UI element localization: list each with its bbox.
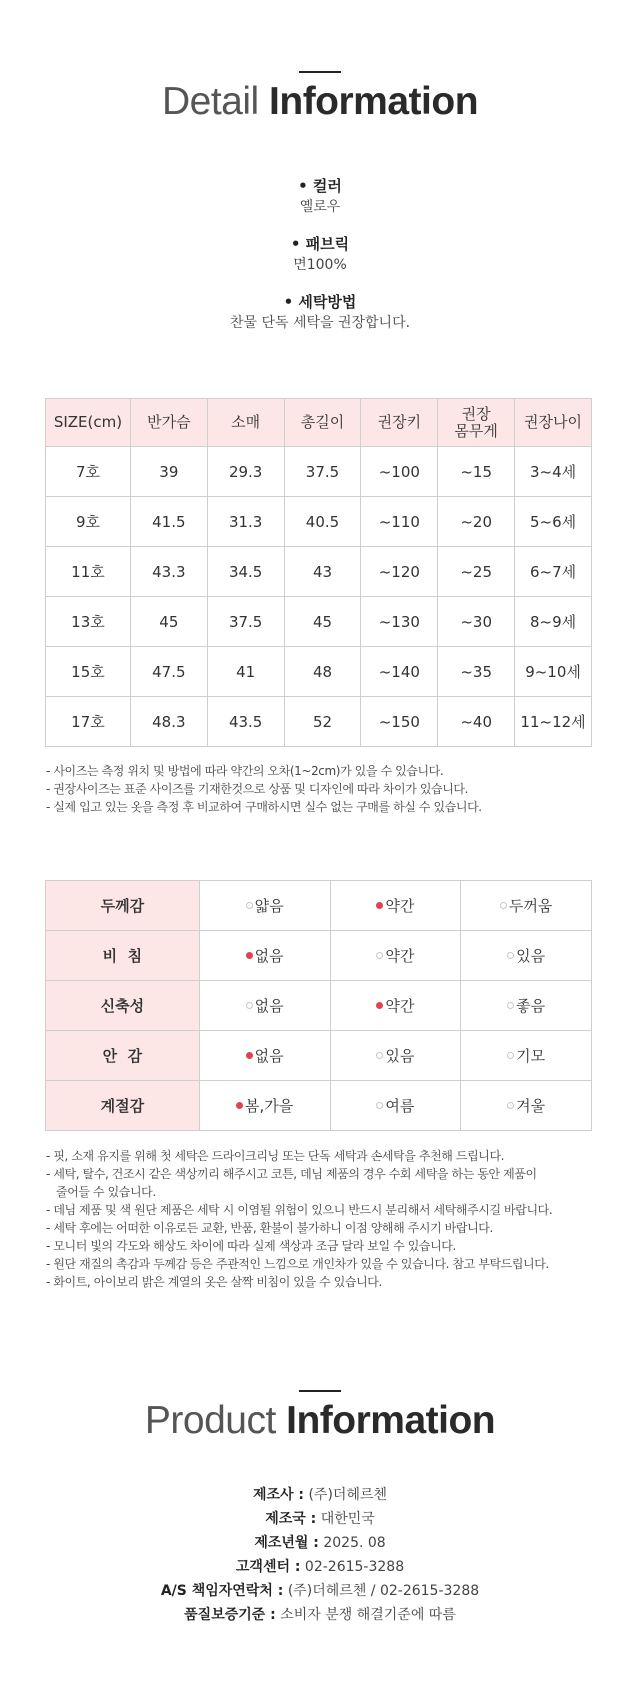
fabric-feel-option bbox=[461, 981, 592, 1031]
fabric-feel-row bbox=[46, 881, 592, 931]
size-note: - 권장사이즈는 표준 사이즈를 기재한것으로 상품 및 디자인에 따라 차이가 있습니다. bbox=[46, 782, 469, 796]
product-info-item bbox=[0, 1531, 640, 1555]
fabric-feel-row bbox=[46, 931, 592, 981]
fabric-feel-option bbox=[461, 1031, 592, 1081]
product-heading-light: Product bbox=[144, 1399, 276, 1442]
size-table-cell: 41.5 bbox=[130, 497, 207, 547]
fabric-feel-label: 두께감 bbox=[46, 881, 200, 931]
size-header-cell: 소매 bbox=[207, 399, 284, 447]
size-note: - 실제 입고 있는 옷을 측정 후 비교하여 구매하시면 실수 없는 구매를 하실 수 있습니다. bbox=[46, 800, 482, 814]
heading-bar bbox=[299, 1390, 341, 1392]
size-table-cell: 17호 bbox=[46, 697, 131, 747]
product-info-item bbox=[0, 1483, 640, 1507]
size-header-cell: 권장나이 bbox=[515, 399, 592, 447]
care-note: - 핏, 소재 유지를 위해 첫 세탁은 드라이크리닝 또는 단독 세탁과 손세탁을 추천해 드립니다. bbox=[46, 1149, 505, 1163]
unselected-dot-icon bbox=[246, 902, 253, 909]
detail-heading-light: Detail bbox=[161, 80, 259, 123]
spec-list bbox=[0, 176, 640, 350]
fabric-feel-row bbox=[46, 981, 592, 1031]
fabric-feel-option bbox=[330, 931, 461, 981]
size-table-row bbox=[46, 447, 592, 497]
selected-dot-icon bbox=[236, 1102, 243, 1109]
fabric-feel-option-label: 겨울 bbox=[516, 1097, 546, 1115]
product-info-value: 2025. 08 bbox=[323, 1535, 386, 1551]
product-info-label: 품질보증기준 : bbox=[184, 1607, 276, 1623]
size-table-row bbox=[46, 647, 592, 697]
fabric-feel-option bbox=[330, 1081, 461, 1131]
product-info-label: 제조년월 : bbox=[254, 1535, 319, 1551]
fabric-feel-option-label: 있음 bbox=[385, 1047, 415, 1065]
fabric-feel-option-label: 약간 bbox=[385, 897, 415, 915]
size-table-cell: 6~7세 bbox=[515, 547, 592, 597]
size-table-cell: 45 bbox=[130, 597, 207, 647]
care-notes bbox=[46, 1147, 596, 1291]
care-note: - 세탁, 탈수, 건조시 같은 색상끼리 해주시고 코튼, 데님 제품의 경우 수회 세탁을 하는 동안 제품이 bbox=[46, 1167, 537, 1181]
size-table-cell: 11호 bbox=[46, 547, 131, 597]
size-table-cell: 45 bbox=[284, 597, 361, 647]
size-table-cell: 43.3 bbox=[130, 547, 207, 597]
fabric-feel-label: 안 감 bbox=[46, 1031, 200, 1081]
product-info-label: 고객센터 : bbox=[235, 1559, 301, 1575]
fabric-feel-table bbox=[45, 880, 592, 1131]
fabric-feel-row bbox=[46, 1081, 592, 1131]
product-info-item bbox=[0, 1603, 640, 1627]
size-table-cell: ~20 bbox=[438, 497, 515, 547]
fabric-feel-option-label: 좋음 bbox=[516, 997, 546, 1015]
detail-heading bbox=[0, 80, 640, 124]
size-table-cell: 43.5 bbox=[207, 697, 284, 747]
fabric-feel-label: 계절감 bbox=[46, 1081, 200, 1131]
care-note: - 원단 재질의 촉감과 두께감 등은 주관적인 느낌으로 개인차가 있을 수 있습니다. 참고 부탁드립니다. bbox=[46, 1257, 549, 1271]
care-note: - 세탁 후에는 어떠한 이유로든 교환, 반품, 환불이 불가하니 이점 양해해 주시기 바랍니다. bbox=[46, 1221, 493, 1235]
size-table-cell: 40.5 bbox=[284, 497, 361, 547]
fabric-feel-option bbox=[330, 1031, 461, 1081]
size-table-cell: 11~12세 bbox=[515, 697, 592, 747]
product-info-list bbox=[0, 1483, 640, 1627]
spec-title: • 세탁방법 bbox=[283, 293, 357, 311]
product-info-item bbox=[0, 1555, 640, 1579]
size-header-cell: 권장 몸무게 bbox=[438, 399, 515, 447]
size-table-cell: 9호 bbox=[46, 497, 131, 547]
selected-dot-icon bbox=[376, 902, 383, 909]
fabric-feel-option-label: 여름 bbox=[385, 1097, 415, 1115]
fabric-feel-option bbox=[461, 881, 592, 931]
size-table-cell: 37.5 bbox=[207, 597, 284, 647]
size-table-cell: ~100 bbox=[361, 447, 438, 497]
fabric-feel-label: 비 침 bbox=[46, 931, 200, 981]
size-table-cell: 15호 bbox=[46, 647, 131, 697]
product-info-value: (주)더헤르첸 / 02-2615-3288 bbox=[287, 1583, 480, 1599]
size-table-cell: 34.5 bbox=[207, 547, 284, 597]
fabric-feel-option bbox=[461, 1081, 592, 1131]
size-table-cell: 9~10세 bbox=[515, 647, 592, 697]
spec-item-fabric bbox=[0, 234, 640, 292]
care-note: - 데님 제품 및 색 원단 제품은 세탁 시 이염될 위험이 있으니 반드시 분리해서 세탁해주시길 바랍니다. bbox=[46, 1203, 553, 1217]
size-notes bbox=[46, 762, 596, 816]
fabric-feel-row bbox=[46, 1031, 592, 1081]
size-table-cell: 13호 bbox=[46, 597, 131, 647]
size-table-cell: 39 bbox=[130, 447, 207, 497]
size-table-cell: ~110 bbox=[361, 497, 438, 547]
size-table-cell: ~30 bbox=[438, 597, 515, 647]
fabric-feel-option-label: 봄,가을 bbox=[245, 1097, 294, 1115]
size-table-cell: 3~4세 bbox=[515, 447, 592, 497]
fabric-feel-option bbox=[199, 981, 330, 1031]
size-table-row bbox=[46, 497, 592, 547]
size-table-cell: 52 bbox=[284, 697, 361, 747]
fabric-feel-option-label: 약간 bbox=[385, 947, 415, 965]
product-heading-bold: Information bbox=[286, 1399, 496, 1442]
size-table-row bbox=[46, 697, 592, 747]
size-table-row bbox=[46, 597, 592, 647]
care-note: - 모니터 빛의 각도와 해상도 차이에 따라 실제 색상과 조금 달라 보일 수 있습니다. bbox=[46, 1239, 456, 1253]
heading-bar bbox=[299, 71, 341, 73]
size-table-cell: ~35 bbox=[438, 647, 515, 697]
product-info-value: (주)더헤르첸 bbox=[308, 1487, 388, 1503]
fabric-feel-option-label: 기모 bbox=[516, 1047, 546, 1065]
size-table-cell: 8~9세 bbox=[515, 597, 592, 647]
spec-item-color bbox=[0, 176, 640, 234]
spec-value: 옐로우 bbox=[299, 199, 341, 215]
unselected-dot-icon bbox=[507, 1102, 514, 1109]
fabric-feel-option-label: 없음 bbox=[254, 947, 284, 965]
product-info-item bbox=[0, 1507, 640, 1531]
fabric-feel-option-label: 없음 bbox=[254, 1047, 284, 1065]
fabric-feel-label: 신축성 bbox=[46, 981, 200, 1031]
size-table-cell: 31.3 bbox=[207, 497, 284, 547]
fabric-feel-option-label: 있음 bbox=[516, 947, 546, 965]
fabric-feel-option bbox=[199, 1081, 330, 1131]
product-info-value: 소비자 분쟁 해결기준에 따름 bbox=[280, 1607, 456, 1623]
selected-dot-icon bbox=[246, 952, 253, 959]
care-note: 줄어들 수 있습니다. bbox=[56, 1185, 156, 1199]
size-table-cell: ~140 bbox=[361, 647, 438, 697]
care-note: - 화이트, 아이보리 밝은 계열의 옷은 살짝 비침이 있을 수 있습니다. bbox=[46, 1275, 382, 1289]
unselected-dot-icon bbox=[376, 952, 383, 959]
size-header-cell: 반가슴 bbox=[130, 399, 207, 447]
size-table-cell: 29.3 bbox=[207, 447, 284, 497]
size-header-cell: 총길이 bbox=[284, 399, 361, 447]
size-table-row bbox=[46, 547, 592, 597]
size-header-cell: SIZE(cm) bbox=[46, 399, 131, 447]
fabric-feel-option-label: 약간 bbox=[385, 997, 415, 1015]
size-table-cell: 48.3 bbox=[130, 697, 207, 747]
unselected-dot-icon bbox=[507, 952, 514, 959]
size-table-cell: 37.5 bbox=[284, 447, 361, 497]
spec-value: 찬물 단독 세탁을 권장합니다. bbox=[229, 315, 411, 331]
product-heading bbox=[0, 1399, 640, 1443]
fabric-feel-option bbox=[330, 981, 461, 1031]
unselected-dot-icon bbox=[376, 1102, 383, 1109]
fabric-feel-option-label: 두꺼움 bbox=[508, 897, 553, 915]
unselected-dot-icon bbox=[507, 1052, 514, 1059]
size-table-cell: 41 bbox=[207, 647, 284, 697]
size-table-cell: 43 bbox=[284, 547, 361, 597]
size-table-cell: 47.5 bbox=[130, 647, 207, 697]
selected-dot-icon bbox=[246, 1052, 253, 1059]
size-table-cell: ~15 bbox=[438, 447, 515, 497]
product-info-value: 02-2615-3288 bbox=[304, 1559, 405, 1575]
product-info-label: A/S 책임자연락처 : bbox=[160, 1583, 284, 1599]
fabric-feel-option bbox=[199, 931, 330, 981]
size-table-cell: ~150 bbox=[361, 697, 438, 747]
product-info-value: 대한민국 bbox=[320, 1511, 375, 1527]
spec-title: • 컬러 bbox=[298, 177, 342, 195]
size-table-cell: 48 bbox=[284, 647, 361, 697]
size-table-header-row bbox=[46, 399, 592, 447]
size-table bbox=[45, 398, 592, 747]
fabric-feel-option-label: 없음 bbox=[254, 997, 284, 1015]
size-table-cell: 5~6세 bbox=[515, 497, 592, 547]
fabric-feel-option-label: 얇음 bbox=[254, 897, 284, 915]
product-info-label: 제조사 : bbox=[252, 1487, 305, 1503]
size-table-cell: ~120 bbox=[361, 547, 438, 597]
size-table-cell: 7호 bbox=[46, 447, 131, 497]
detail-heading-bold: Information bbox=[269, 80, 479, 123]
size-table-cell: ~25 bbox=[438, 547, 515, 597]
size-table-cell: ~130 bbox=[361, 597, 438, 647]
size-note: - 사이즈는 측정 위치 및 방법에 따라 약간의 오차(1~2cm)가 있을 수 있습니다. bbox=[46, 764, 444, 778]
product-info-item bbox=[0, 1579, 640, 1603]
fabric-feel-option bbox=[330, 881, 461, 931]
product-info-label: 제조국 : bbox=[265, 1511, 317, 1527]
unselected-dot-icon bbox=[376, 1052, 383, 1059]
size-table-cell: ~40 bbox=[438, 697, 515, 747]
fabric-feel-option bbox=[461, 931, 592, 981]
size-header-cell: 권장키 bbox=[361, 399, 438, 447]
spec-value: 면100% bbox=[293, 257, 347, 273]
fabric-feel-option bbox=[199, 1031, 330, 1081]
unselected-dot-icon bbox=[500, 902, 507, 909]
spec-title: • 패브릭 bbox=[290, 235, 350, 253]
fabric-feel-option bbox=[199, 881, 330, 931]
selected-dot-icon bbox=[376, 1002, 383, 1009]
unselected-dot-icon bbox=[246, 1002, 253, 1009]
unselected-dot-icon bbox=[507, 1002, 514, 1009]
spec-item-washing bbox=[0, 292, 640, 350]
